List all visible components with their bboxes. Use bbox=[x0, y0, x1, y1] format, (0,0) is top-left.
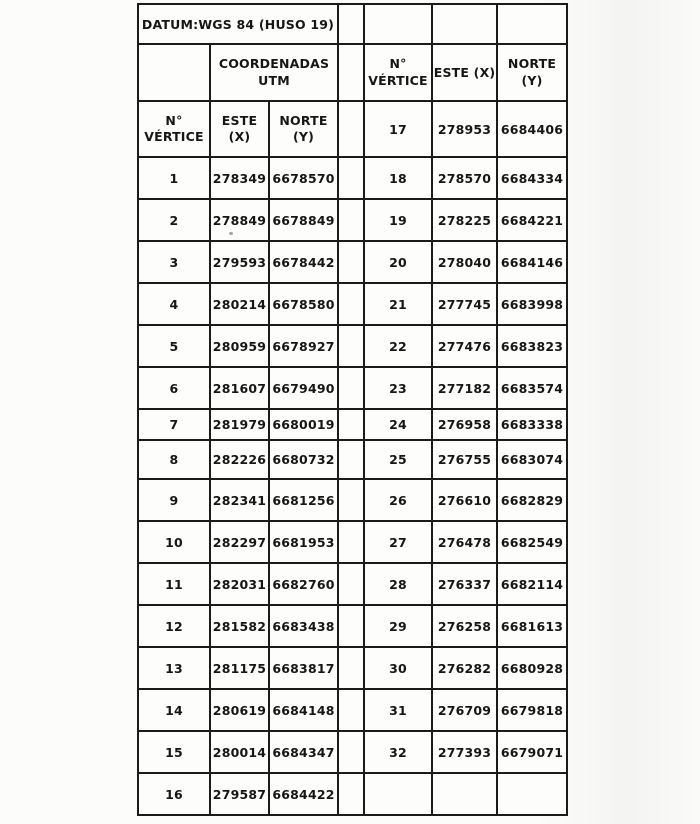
este-value-cell: 276610 bbox=[432, 479, 497, 521]
norte-value-cell: 6683817 bbox=[269, 647, 338, 689]
coordinate-row bbox=[138, 605, 567, 647]
norte-value-cell: 6678442 bbox=[269, 241, 338, 283]
norte-value-cell: 6683074 bbox=[497, 440, 567, 479]
coordinate-row bbox=[138, 479, 567, 521]
coordinate-row bbox=[138, 689, 567, 731]
este-value-cell: 278225 bbox=[432, 199, 497, 241]
datum-label: DATUM:WGS 84 (HUSO 19) bbox=[138, 4, 338, 44]
vertex-number-cell: 12 bbox=[138, 605, 210, 647]
vertex-number-cell: 25 bbox=[364, 440, 432, 479]
coordinate-row bbox=[138, 409, 567, 440]
vertex-number-cell: 3 bbox=[138, 241, 210, 283]
vertex-number-cell: 8 bbox=[138, 440, 210, 479]
spacer-cell bbox=[338, 409, 364, 440]
vertex-number-cell: 27 bbox=[364, 521, 432, 563]
left-norte-header bbox=[269, 101, 338, 157]
table-head-section bbox=[138, 4, 567, 157]
datum-row bbox=[138, 4, 567, 44]
este-value-cell: 280014 bbox=[210, 731, 269, 773]
vertex-number-cell: 31 bbox=[364, 689, 432, 731]
left-este-header bbox=[210, 101, 269, 157]
coordenadas-line2: UTM bbox=[258, 72, 290, 88]
spacer-cell bbox=[338, 563, 364, 605]
coordinate-row bbox=[138, 773, 567, 815]
este-value-cell: 276337 bbox=[432, 563, 497, 605]
spacer-cell bbox=[338, 199, 364, 241]
vertex-number-cell: 19 bbox=[364, 199, 432, 241]
coordenadas-line1: COORDENADAS bbox=[218, 56, 330, 72]
vertex-number-cell: 16 bbox=[138, 773, 210, 815]
este-value-cell: 276258 bbox=[432, 605, 497, 647]
norte-value-cell: 6684422 bbox=[269, 773, 338, 815]
coordinate-row bbox=[138, 325, 567, 367]
este-value-cell: 280619 bbox=[210, 689, 269, 731]
este-value-cell: 276478 bbox=[432, 521, 497, 563]
vertex-number-cell: 6 bbox=[138, 367, 210, 409]
norte-value-cell: 6682549 bbox=[497, 521, 567, 563]
vertice-header-line1: N° bbox=[389, 56, 407, 72]
spacer-cell bbox=[338, 325, 364, 367]
este-value-cell: 276709 bbox=[432, 689, 497, 731]
coordinate-row bbox=[138, 731, 567, 773]
norte-value-cell: 6680019 bbox=[269, 409, 338, 440]
este-value-cell: 277745 bbox=[432, 283, 497, 325]
este-header-line2: (X) bbox=[228, 129, 251, 144]
este-value-cell: 278570 bbox=[432, 157, 497, 199]
vertex-number-cell: 18 bbox=[364, 157, 432, 199]
este-value-cell: 276958 bbox=[432, 409, 497, 440]
spacer-cell bbox=[338, 479, 364, 521]
vertex-number-cell: 20 bbox=[364, 241, 432, 283]
norte-value-cell: 6683823 bbox=[497, 325, 567, 367]
este-value-cell: 278349 bbox=[210, 157, 269, 199]
vertex-number-cell: 17 bbox=[364, 101, 432, 157]
vertex-number-cell: 29 bbox=[364, 605, 432, 647]
spacer-cell bbox=[338, 689, 364, 731]
norte-value-cell: 6682114 bbox=[497, 563, 567, 605]
empty-cell bbox=[364, 773, 432, 815]
norte-value-cell: 6684347 bbox=[269, 731, 338, 773]
spacer-cell bbox=[338, 521, 364, 563]
vertex-number-cell: 9 bbox=[138, 479, 210, 521]
vertex-number-cell: 1 bbox=[138, 157, 210, 199]
spacer-cell bbox=[338, 440, 364, 479]
norte-value-cell: 6678580 bbox=[269, 283, 338, 325]
coordinate-row bbox=[138, 241, 567, 283]
este-value-cell: 280214 bbox=[210, 283, 269, 325]
este-value-cell: 279593 bbox=[210, 241, 269, 283]
este-value-cell: 277182 bbox=[432, 367, 497, 409]
este-value-cell: 277393 bbox=[432, 731, 497, 773]
coordinate-row bbox=[138, 199, 567, 241]
spacer-cell bbox=[338, 241, 364, 283]
norte-value-cell: 6680732 bbox=[269, 440, 338, 479]
spacer-cell bbox=[338, 283, 364, 325]
spacer-cell bbox=[338, 605, 364, 647]
spacer-cell bbox=[338, 773, 364, 815]
norte-value-cell: 6680928 bbox=[497, 647, 567, 689]
spacer-cell bbox=[338, 101, 364, 157]
norte-value-cell: 6682760 bbox=[269, 563, 338, 605]
spacer-cell bbox=[338, 4, 364, 44]
norte-value-cell: 6684146 bbox=[497, 241, 567, 283]
vertice-header-line2: VÉRTICE bbox=[144, 129, 204, 144]
norte-value-cell: 6684148 bbox=[269, 689, 338, 731]
coordinate-row bbox=[138, 647, 567, 689]
este-value-cell: 280959 bbox=[210, 325, 269, 367]
right-este-header: ESTE (X) bbox=[432, 44, 497, 101]
vertex-number-cell: 4 bbox=[138, 283, 210, 325]
vertex-number-cell: 30 bbox=[364, 647, 432, 689]
vertex-number-cell: 26 bbox=[364, 479, 432, 521]
este-value-cell: 278040 bbox=[432, 241, 497, 283]
empty-cell bbox=[497, 773, 567, 815]
vertex-number-cell: 2 bbox=[138, 199, 210, 241]
este-value-cell: 282297 bbox=[210, 521, 269, 563]
norte-value-cell: 6683338 bbox=[497, 409, 567, 440]
vertex-number-cell: 7 bbox=[138, 409, 210, 440]
empty-cell bbox=[497, 4, 567, 44]
norte-value-cell: 6678570 bbox=[269, 157, 338, 199]
norte-header-line2: (Y) bbox=[292, 129, 315, 144]
right-norte-header bbox=[497, 44, 567, 101]
vertice-header-line1: N° bbox=[165, 112, 183, 128]
empty-cell bbox=[364, 4, 432, 44]
spacer-cell bbox=[338, 647, 364, 689]
upper-header-row bbox=[138, 44, 567, 101]
este-value-cell: 281175 bbox=[210, 647, 269, 689]
norte-value-cell: 6684334 bbox=[497, 157, 567, 199]
norte-header-line1: NORTE bbox=[279, 112, 328, 128]
norte-value-cell: 6683998 bbox=[497, 283, 567, 325]
coordinate-row bbox=[138, 563, 567, 605]
norte-value-cell: 6681613 bbox=[497, 605, 567, 647]
vertex-number-cell: 24 bbox=[364, 409, 432, 440]
norte-header-line2: (Y) bbox=[521, 72, 543, 88]
utm-coordinates-table bbox=[137, 3, 568, 816]
norte-value-cell: 6679818 bbox=[497, 689, 567, 731]
spacer-cell bbox=[338, 731, 364, 773]
este-value-cell: 281979 bbox=[210, 409, 269, 440]
right-vertice-header bbox=[364, 44, 432, 101]
norte-header-line1: NORTE bbox=[507, 56, 557, 72]
norte-value-cell: 6684221 bbox=[497, 199, 567, 241]
spacer-cell bbox=[338, 44, 364, 101]
vertice-header-line2: VÉRTICE bbox=[368, 72, 428, 88]
norte-value-cell: 6682829 bbox=[497, 479, 567, 521]
vertex-number-cell: 22 bbox=[364, 325, 432, 367]
coordenadas-utm-header bbox=[210, 44, 338, 101]
norte-value-cell: 6681256 bbox=[269, 479, 338, 521]
este-value-cell: 282031 bbox=[210, 563, 269, 605]
coordinate-row bbox=[138, 521, 567, 563]
este-value-cell: 278849 bbox=[210, 199, 269, 241]
este-header-line1: ESTE bbox=[221, 112, 258, 128]
este-value-cell: 281607 bbox=[210, 367, 269, 409]
vertex-number-cell: 10 bbox=[138, 521, 210, 563]
table-body-section bbox=[138, 157, 567, 773]
empty-cell bbox=[138, 44, 210, 101]
este-value-cell: 281582 bbox=[210, 605, 269, 647]
table-foot-section bbox=[138, 773, 567, 815]
coordinate-row bbox=[138, 367, 567, 409]
vertex-number-cell: 14 bbox=[138, 689, 210, 731]
spacer-cell bbox=[338, 367, 364, 409]
este-value-cell: 276755 bbox=[432, 440, 497, 479]
vertex-number-cell: 28 bbox=[364, 563, 432, 605]
empty-cell bbox=[432, 4, 497, 44]
left-vertice-header bbox=[138, 101, 210, 157]
este-value-cell: 277476 bbox=[432, 325, 497, 367]
norte-value-cell: 6683438 bbox=[269, 605, 338, 647]
scan-artifact-speck bbox=[229, 232, 233, 235]
vertex-number-cell: 21 bbox=[364, 283, 432, 325]
spacer-cell bbox=[338, 157, 364, 199]
norte-value-cell: 6684406 bbox=[497, 101, 567, 157]
este-value-cell: 282341 bbox=[210, 479, 269, 521]
vertex-number-cell: 32 bbox=[364, 731, 432, 773]
vertex-number-cell: 13 bbox=[138, 647, 210, 689]
vertex-number-cell: 23 bbox=[364, 367, 432, 409]
coordinate-row bbox=[138, 157, 567, 199]
norte-value-cell: 6678849 bbox=[269, 199, 338, 241]
coordinate-row bbox=[138, 283, 567, 325]
lower-header-row bbox=[138, 101, 567, 157]
este-value-cell: 278953 bbox=[432, 101, 497, 157]
norte-value-cell: 6679071 bbox=[497, 731, 567, 773]
norte-value-cell: 6683574 bbox=[497, 367, 567, 409]
coordinate-row bbox=[138, 440, 567, 479]
este-value-cell: 282226 bbox=[210, 440, 269, 479]
vertex-number-cell: 15 bbox=[138, 731, 210, 773]
norte-value-cell: 6681953 bbox=[269, 521, 338, 563]
vertex-number-cell: 5 bbox=[138, 325, 210, 367]
este-value-cell: 279587 bbox=[210, 773, 269, 815]
empty-cell bbox=[432, 773, 497, 815]
este-value-cell: 276282 bbox=[432, 647, 497, 689]
vertex-number-cell: 11 bbox=[138, 563, 210, 605]
norte-value-cell: 6678927 bbox=[269, 325, 338, 367]
norte-value-cell: 6679490 bbox=[269, 367, 338, 409]
